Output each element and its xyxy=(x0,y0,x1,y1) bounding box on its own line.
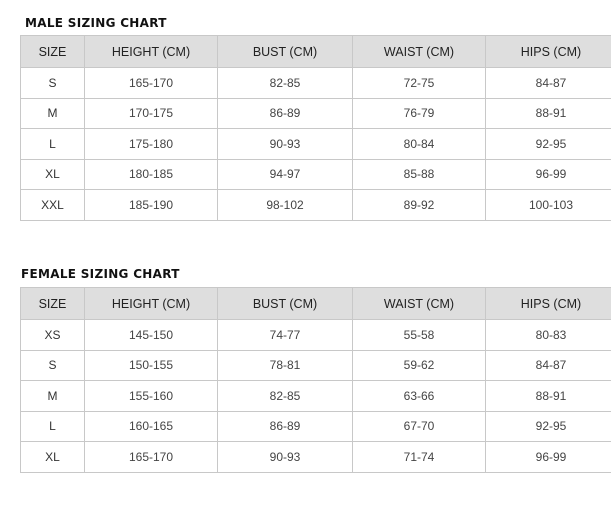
table-row xyxy=(21,442,611,473)
height-cell: 180-185 xyxy=(85,159,218,190)
table-row xyxy=(21,98,611,129)
size-cell: S xyxy=(21,68,85,99)
table-row xyxy=(21,411,611,442)
hips-cell: 96-99 xyxy=(486,442,611,473)
size-cell: M xyxy=(21,381,85,412)
bust-cell: 94-97 xyxy=(218,159,353,190)
waist-cell: 80-84 xyxy=(353,129,486,160)
bust-cell: 98-102 xyxy=(218,190,353,221)
table-header-row xyxy=(21,288,611,320)
hips-cell: 80-83 xyxy=(486,320,611,351)
waist-cell: 85-88 xyxy=(353,159,486,190)
bust-cell: 82-85 xyxy=(218,381,353,412)
waist-cell: 67-70 xyxy=(353,411,486,442)
column-header-bust: BUST (CM) xyxy=(218,36,353,68)
table-row xyxy=(21,381,611,412)
height-cell: 150-155 xyxy=(85,350,218,381)
column-header-size: SIZE xyxy=(21,288,85,320)
hips-cell: 84-87 xyxy=(486,350,611,381)
size-cell: L xyxy=(21,129,85,160)
hips-cell: 100-103 xyxy=(486,190,611,221)
size-cell: L xyxy=(21,411,85,442)
hips-cell: 88-91 xyxy=(486,381,611,412)
bust-cell: 90-93 xyxy=(218,129,353,160)
size-cell: M xyxy=(21,98,85,129)
hips-cell: 92-95 xyxy=(486,411,611,442)
column-header-hips: HIPS (CM) xyxy=(486,288,611,320)
bust-cell: 82-85 xyxy=(218,68,353,99)
height-cell: 170-175 xyxy=(85,98,218,129)
bust-cell: 78-81 xyxy=(218,350,353,381)
table-row xyxy=(21,320,611,351)
waist-cell: 71-74 xyxy=(353,442,486,473)
hips-cell: 92-95 xyxy=(486,129,611,160)
waist-cell: 63-66 xyxy=(353,381,486,412)
male-chart-title: MALE SIZING CHART xyxy=(25,16,167,30)
height-cell: 185-190 xyxy=(85,190,218,221)
size-cell: S xyxy=(21,350,85,381)
height-cell: 175-180 xyxy=(85,129,218,160)
size-cell: XXL xyxy=(21,190,85,221)
hips-cell: 84-87 xyxy=(486,68,611,99)
waist-cell: 89-92 xyxy=(353,190,486,221)
size-cell: XL xyxy=(21,442,85,473)
waist-cell: 59-62 xyxy=(353,350,486,381)
bust-cell: 86-89 xyxy=(218,411,353,442)
table-row xyxy=(21,190,611,221)
column-header-height: HEIGHT (CM) xyxy=(85,36,218,68)
bust-cell: 90-93 xyxy=(218,442,353,473)
column-header-size: SIZE xyxy=(21,36,85,68)
female-sizing-table xyxy=(20,287,611,473)
waist-cell: 72-75 xyxy=(353,68,486,99)
table-row xyxy=(21,159,611,190)
height-cell: 165-170 xyxy=(85,68,218,99)
female-chart-title: FEMALE SIZING CHART xyxy=(21,267,180,281)
male-sizing-table xyxy=(20,35,611,221)
table-row xyxy=(21,129,611,160)
table-row xyxy=(21,350,611,381)
size-cell: XS xyxy=(21,320,85,351)
table-header-row xyxy=(21,36,611,68)
bust-cell: 74-77 xyxy=(218,320,353,351)
hips-cell: 96-99 xyxy=(486,159,611,190)
hips-cell: 88-91 xyxy=(486,98,611,129)
waist-cell: 55-58 xyxy=(353,320,486,351)
height-cell: 155-160 xyxy=(85,381,218,412)
height-cell: 165-170 xyxy=(85,442,218,473)
size-cell: XL xyxy=(21,159,85,190)
bust-cell: 86-89 xyxy=(218,98,353,129)
column-header-waist: WAIST (CM) xyxy=(353,36,486,68)
column-header-waist: WAIST (CM) xyxy=(353,288,486,320)
column-header-hips: HIPS (CM) xyxy=(486,36,611,68)
table-row xyxy=(21,68,611,99)
height-cell: 145-150 xyxy=(85,320,218,351)
height-cell: 160-165 xyxy=(85,411,218,442)
column-header-bust: BUST (CM) xyxy=(218,288,353,320)
waist-cell: 76-79 xyxy=(353,98,486,129)
column-header-height: HEIGHT (CM) xyxy=(85,288,218,320)
